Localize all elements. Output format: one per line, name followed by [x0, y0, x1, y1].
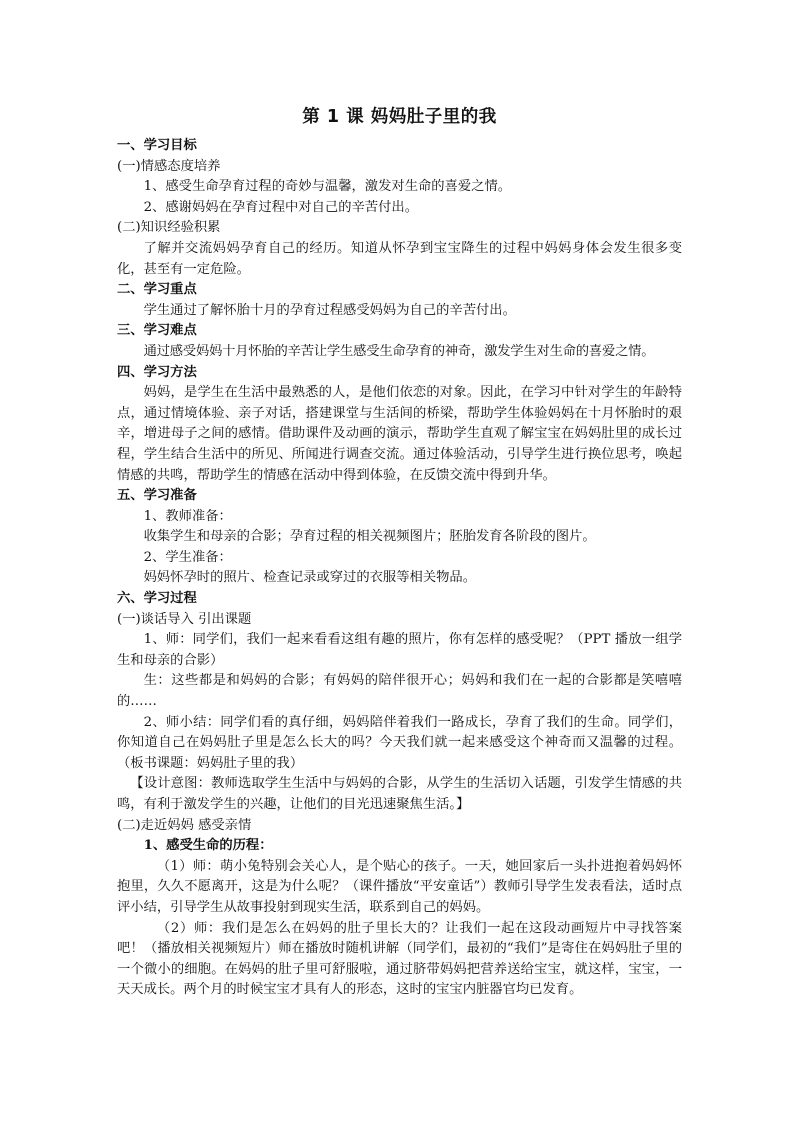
section-heading-goals: 一、学习目标 — [117, 138, 197, 153]
paragraph: 通过感受妈妈十月怀胎的辛苦让学生感受生命孕育的神奇，激发学生对生命的喜爱之情。 — [143, 343, 655, 359]
section-heading-key-points: 二、学习重点 — [117, 282, 197, 298]
paragraph: （1）师：萌小兔特别会关心人，是个贴心的孩子。一天，她回家后一头扑进抱着妈妈怀抱里，久久不愿离开，这是为什么呢？（课件播放“平安童话”）教师引导学生发表看法，适时点评小结，引导学生从故事投射到现实生活，联系到自己的妈妈。 — [117, 858, 682, 915]
subheading-knowledge: (二)知识经验积累 — [117, 220, 221, 236]
paragraph: 1、师：同学们，我们一起来看看这组有趣的照片，你有怎样的感受呢？（PPT 播放一组学生和母亲的合影） — [117, 632, 682, 668]
section-heading-methods: 四、学习方法 — [117, 364, 197, 380]
section-heading-preparation: 五、学习准备 — [117, 488, 197, 504]
paragraph: 1、教师准备： — [143, 508, 232, 524]
paragraph: 2、感谢妈妈在孕育过程中对自己的辛苦付出。 — [143, 199, 418, 215]
paragraph: 妈妈怀孕时的照片、检查记录或穿过的衣服等相关物品。 — [143, 570, 477, 586]
paragraph: 收集学生和母亲的合影；孕育过程的相关视频图片；胚胎发育各阶段的图片。 — [143, 529, 596, 545]
paragraph: 了解并交流妈妈孕育自己的经历。知道从怀孕到宝宝降生的过程中妈妈身体会发生很多变化，甚至有一定危险。 — [117, 240, 682, 277]
paragraph: 2、学生准备： — [143, 549, 232, 565]
page-title: 第 1 课 妈妈肚子里的我 — [302, 107, 497, 127]
subheading-approach-mother: (二)走近妈妈 感受亲情 — [117, 817, 252, 833]
paragraph: 妈妈，是学生在生活中最熟悉的人，是他们依恋的对象。因此，在学习中针对学生的年龄特点，通过情境体验、亲子对话，搭建课堂与生活间的桥梁，帮助学生体验妈妈在十月怀胎时的艰辛，增进母子之间的感情。借助课件及动画的演示，帮助学生直观了解宝宝在妈妈肚里的成长过程，学生结合生活中的所见、所闻进行调查交流。通过体验活动，引导学生进行换位思考，唤起情感的共鸣，帮助学生的情感在活动中得到体验，在反馈交流中得到升华。 — [117, 385, 682, 483]
paragraph: （2）师：我们是怎么在妈妈的肚子里长大的？让我们一起在这段动画短片中寻找答案吧！（播放相关视频短片）师在播放时随机讲解（同学们，最初的“我们”是寄住在妈妈肚子里的一个微小的细胞。在妈妈的肚子里可舒服啦，通过脐带妈妈把营养送给宝宝，就这样，宝宝，一天天成长。两个月的时候宝宝才具有人的形态，这时的宝宝内脏器官均已发育。 — [117, 920, 682, 998]
section-heading-process: 六、学习过程 — [117, 591, 197, 607]
subheading-intro: (一)谈话导入 引出课题 — [117, 611, 252, 627]
section-heading-difficulties: 三、学习难点 — [117, 323, 197, 339]
design-intent-note: 【设计意图：教师选取学生生活中与妈妈的合影，从学生的生活切入话题，引发学生情感的共鸣，有利于激发学生的兴趣，让他们的目光迅速聚焦生活。】 — [117, 776, 682, 812]
paragraph: 生：这些都是和妈妈的合影；有妈妈的陪伴很开心；妈妈和我们在一起的合影都是笑嘻嘻的…… — [117, 673, 682, 710]
paragraph: 学生通过了解怀胎十月的孕育过程感受妈妈为自己的辛苦付出。 — [143, 302, 516, 318]
paragraph: 2、师小结：同学们看的真仔细，妈妈陪伴着我们一路成长，孕育了我们的生命。同学们，你知道自己在妈妈肚子里是怎么长大的吗？今天我们就一起来感受这个神奇而又温馨的过程。（板书课题：妈妈肚子里的我） — [117, 714, 682, 771]
paragraph: 1、感受生命孕育过程的奇妙与温馨，激发对生命的喜爱之情。 — [143, 179, 512, 195]
subheading-attitude: (一)情感态度培养 — [117, 158, 221, 174]
subheading-life-journey: 1、感受生命的历程： — [143, 838, 273, 854]
